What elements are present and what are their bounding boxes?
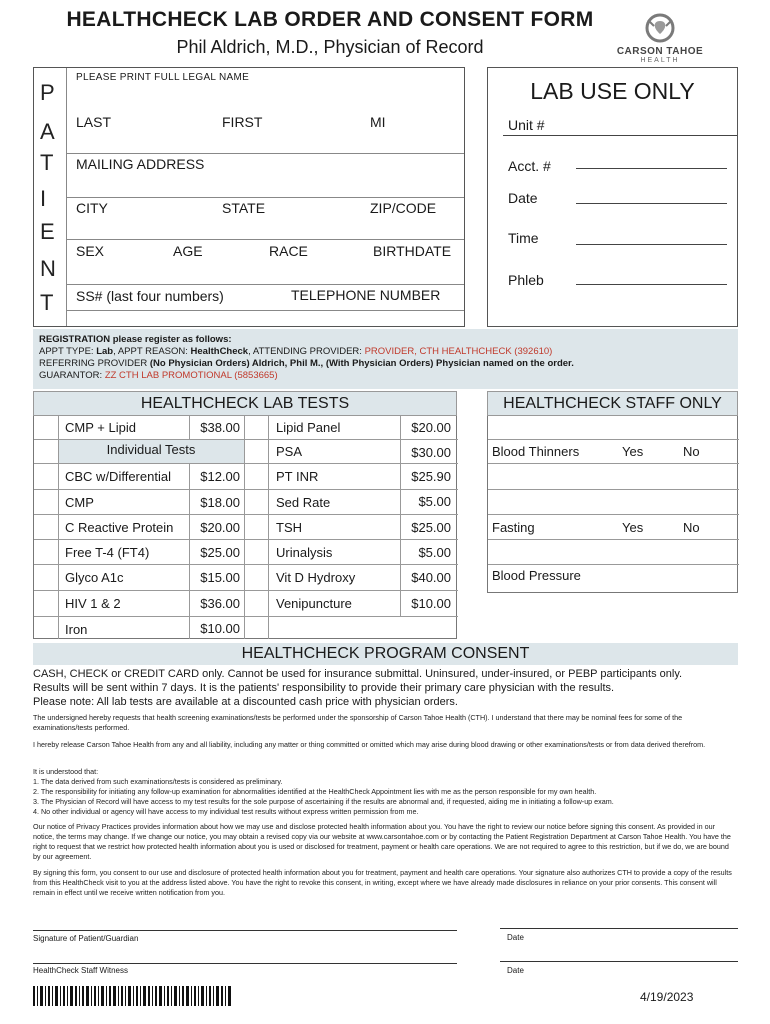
consent-signing-paragraph: By signing this form, you consent to our use and disclosure of protected health information about you for treatment, payment and health care operations. Your signature also authorizes CTH to provide a copy of the results from this HealthCheck visit to you at the address listed above. You have the right to revoke this consent, in writing, except where we have already made disclosures in reliance on your prior consents. This consent will remain in effect until we receive written notification from you. — [33, 868, 732, 897]
reg-guarantor: ZZ CTH LAB PROMOTIONAL (5853665) — [104, 370, 278, 381]
reg-text: HealthCheck — [190, 346, 249, 357]
patient-row-divider — [66, 197, 464, 198]
blood-pressure-label: Blood Pressure — [492, 568, 581, 583]
acct-field[interactable]: Acct. # — [508, 158, 551, 174]
staff-only-table — [487, 416, 738, 593]
grid-line — [34, 463, 458, 464]
fasting-no[interactable]: No — [683, 520, 700, 535]
test-name: HIV 1 & 2 — [65, 596, 121, 611]
registration-referring-line — [39, 358, 574, 370]
consent-line: 2. The responsibility for initiating any follow-up examination for abnormalities identified at the HealthCheck Appointment lies with me as the person responsible for my own health. — [33, 787, 597, 796]
test-price: $12.00 — [200, 469, 240, 484]
phleb-line — [576, 284, 727, 285]
individual-tests-label: Individual Tests — [106, 442, 196, 457]
lab-divider — [503, 135, 737, 136]
test-name: Lipid Panel — [276, 420, 341, 435]
unit-field[interactable]: Unit # — [508, 117, 545, 133]
registration-band — [33, 329, 738, 389]
grid-line — [268, 416, 269, 639]
grid-line — [58, 416, 59, 639]
patient-letter: T — [40, 150, 54, 175]
patient-row-divider — [66, 153, 464, 154]
barcode — [33, 986, 231, 1006]
test-price: $5.00 — [418, 494, 451, 509]
consent-understood — [33, 767, 733, 817]
fasting-yes[interactable]: Yes — [622, 520, 644, 535]
registration-heading: REGISTRATION please register as follows: — [39, 334, 232, 345]
test-price: $5.00 — [418, 545, 451, 560]
time-line — [576, 244, 727, 245]
consent-paragraph: The undersigned hereby requests that health screening examinations/tests be performed under the sponsorship of Carson Tahoe Health (CTH). I understand that there may be nominal fees for some of the examinations/tests performed. — [33, 713, 683, 732]
grid-line — [244, 416, 245, 639]
patient-letter: I — [40, 186, 47, 211]
patient-date-label: Date — [507, 933, 524, 942]
test-price: $10.00 — [200, 621, 240, 636]
consent-privacy-paragraph: Our notice of Privacy Practices provides information about how we may use and disclose protected health information about you. You have the right to review our notice before signing this consent. As provided in our notice, the terms may change. If we change our notice, you may obtain a revised copy via our website at www.carsontahoe.com or by contacting the Patient Registration Department at Carson Tahoe Health. You have the right to request that we restrict how protected health information about you is used or disclosed for treatment, payment or health care operations. We are not required to agree to this restriction, but if we do, we are bound by our agreement. — [33, 822, 731, 861]
lab-tests-heading: HEALTHCHECK LAB TESTS — [33, 391, 457, 416]
race-field[interactable]: RACE — [269, 243, 308, 259]
registration-appt-line — [39, 346, 552, 358]
grid-line — [34, 489, 458, 490]
reg-text: Lab — [96, 346, 114, 357]
time-field[interactable]: Time — [508, 230, 539, 246]
grid-line — [34, 590, 458, 591]
test-name: Free T-4 (FT4) — [65, 545, 150, 560]
grid-line — [488, 439, 739, 440]
lab-tests-table — [33, 416, 457, 639]
grid-line — [400, 416, 401, 616]
patient-signature-line[interactable] — [33, 930, 457, 931]
test-name: Urinalysis — [276, 545, 333, 560]
date-field[interactable]: Date — [508, 190, 538, 206]
test-price: $38.00 — [200, 420, 240, 435]
fasting-label: Fasting — [492, 520, 535, 535]
consent-line: CASH, CHECK or CREDIT CARD only. Cannot be used for insurance submittal. Uninsured, under-insured, or PEBP participants only. — [33, 668, 683, 680]
test-price: $36.00 — [200, 596, 240, 611]
patient-row-divider — [66, 284, 464, 285]
grid-line — [488, 463, 739, 464]
mailing-address-field[interactable]: MAILING ADDRESS — [76, 156, 205, 172]
reg-provider: PROVIDER, CTH HEALTHCHECK (392610) — [364, 346, 553, 357]
consent-line: Results will be sent within 7 days. It is the patients' responsibility to provide their primary care physician with the results. — [33, 682, 615, 694]
grid-line — [34, 439, 458, 440]
witness-signature-line[interactable] — [33, 963, 457, 964]
telephone-field[interactable]: TELEPHONE NUMBER — [291, 287, 441, 303]
reg-text: (No Physician Orders) Aldrich, Phil M., (With Physician Orders) Physician named on the order. — [149, 358, 574, 369]
form-subtitle: Phil Aldrich, M.D., Physician of Record — [176, 37, 484, 57]
test-name: CMP + Lipid — [65, 420, 136, 435]
blood-thinners-label: Blood Thinners — [492, 444, 580, 459]
form-title: HEALTHCHECK LAB ORDER AND CONSENT FORM — [66, 8, 594, 31]
carson-tahoe-logo-icon — [640, 12, 680, 44]
form-revision-date: 4/19/2023 — [640, 990, 694, 1004]
lab-use-section — [487, 67, 738, 327]
reg-text: , APPT REASON: — [113, 346, 191, 357]
patient-letter: P — [40, 80, 55, 105]
reg-text: GUARANTOR: — [39, 370, 105, 381]
last-name-field[interactable]: LAST — [76, 114, 112, 130]
patient-signature-label: Signature of Patient/Guardian — [33, 934, 139, 943]
test-price: $20.00 — [411, 420, 451, 435]
consent-heading: HEALTHCHECK PROGRAM CONSENT — [33, 643, 738, 665]
test-name: Iron — [65, 622, 88, 637]
consent-line: Please note: All lab tests are available at a discounted cash price with physician orders. — [33, 696, 458, 708]
consent-line: It is understood that: — [33, 767, 99, 776]
witness-date-line[interactable] — [500, 961, 738, 962]
grid-line — [34, 564, 458, 565]
consent-main-text — [33, 667, 738, 709]
patient-row-divider — [66, 310, 464, 311]
grid-line — [34, 616, 458, 617]
witness-date-label: Date — [507, 966, 524, 975]
acct-line — [576, 168, 727, 169]
patient-letter: T — [40, 290, 54, 315]
witness-signature-label: HealthCheck Staff Witness — [33, 966, 129, 975]
first-name-field[interactable]: FIRST — [222, 114, 263, 130]
consent-line: 1. The data derived from such examinations/tests is considered as preliminary. — [33, 777, 283, 786]
test-price: $25.90 — [411, 469, 451, 484]
consent-line: 4. No other individual or agency will have access to my individual test results without express written permission from me. — [33, 807, 419, 816]
state-field[interactable]: STATE — [222, 200, 266, 216]
mi-field[interactable]: MI — [370, 114, 386, 130]
patient-row-divider — [66, 239, 464, 240]
test-name: C Reactive Protein — [65, 520, 174, 535]
staff-only-heading: HEALTHCHECK STAFF ONLY — [487, 391, 738, 416]
blood-thinners-no[interactable]: No — [683, 444, 700, 459]
city-field[interactable]: CITY — [76, 200, 108, 216]
patient-letter: A — [40, 119, 55, 144]
patient-letter: E — [40, 219, 55, 244]
consent-line: 3. The Physician of Record will have access to my test results for the sole purpose of ascertaining if the results are abnormal and, if requested, aiding me in initiating a follow-up exam. — [33, 797, 614, 806]
logo-name: CARSON TAHOE — [616, 46, 704, 57]
phleb-field[interactable]: Phleb — [508, 272, 544, 288]
reg-text: , ATTENDING PROVIDER: — [248, 346, 365, 357]
birthdate-field[interactable]: BIRTHDATE — [373, 243, 452, 259]
patient-section — [33, 67, 465, 327]
test-price: $18.00 — [200, 495, 240, 510]
test-name: Sed Rate — [276, 495, 331, 510]
test-name: CBC w/Differential — [65, 469, 171, 484]
patient-letter: N — [40, 256, 56, 281]
zip-field[interactable]: ZIP/CODE — [370, 200, 437, 216]
test-name: TSH — [276, 520, 302, 535]
age-field[interactable]: AGE — [173, 243, 203, 259]
test-name: Glyco A1c — [65, 570, 124, 585]
logo-subtext: HEALTH — [640, 57, 680, 64]
ssn-field[interactable]: SS# (last four numbers) — [76, 288, 224, 304]
grid-line — [34, 514, 458, 515]
test-price: $15.00 — [200, 570, 240, 585]
grid-line — [488, 514, 739, 515]
grid-line — [488, 564, 739, 565]
grid-line — [488, 489, 739, 490]
test-name: PT INR — [276, 469, 319, 484]
test-name: PSA — [276, 444, 303, 459]
sex-field[interactable]: SEX — [76, 243, 105, 259]
test-price: $25.00 — [200, 545, 240, 560]
test-price: $25.00 — [411, 520, 451, 535]
blood-thinners-yes[interactable]: Yes — [622, 444, 644, 459]
lab-use-title: LAB USE ONLY — [530, 78, 695, 104]
reg-text: APPT TYPE: — [39, 346, 97, 357]
reg-text: REFERRING PROVIDER — [39, 358, 150, 369]
test-price: $30.00 — [411, 445, 451, 460]
test-name: CMP — [65, 495, 94, 510]
test-price: $20.00 — [200, 520, 240, 535]
registration-guarantor-line — [39, 370, 278, 382]
date-line — [576, 203, 727, 204]
test-name: Vit D Hydroxy — [276, 570, 356, 585]
grid-line — [34, 539, 458, 540]
consent-paragraph: I hereby release Carson Tahoe Health from any and all liability, including any matter or thing committed or omitted which may arise during blood drawing or other examinations/tests or from data derived therefrom. — [33, 740, 706, 749]
grid-line — [488, 539, 739, 540]
test-name: Venipuncture — [276, 596, 352, 611]
test-price: $40.00 — [411, 570, 451, 585]
grid-line — [189, 416, 190, 439]
patient-date-line[interactable] — [500, 928, 738, 929]
test-price: $10.00 — [411, 596, 451, 611]
print-name-instruction: PLEASE PRINT FULL LEGAL NAME — [76, 72, 250, 83]
